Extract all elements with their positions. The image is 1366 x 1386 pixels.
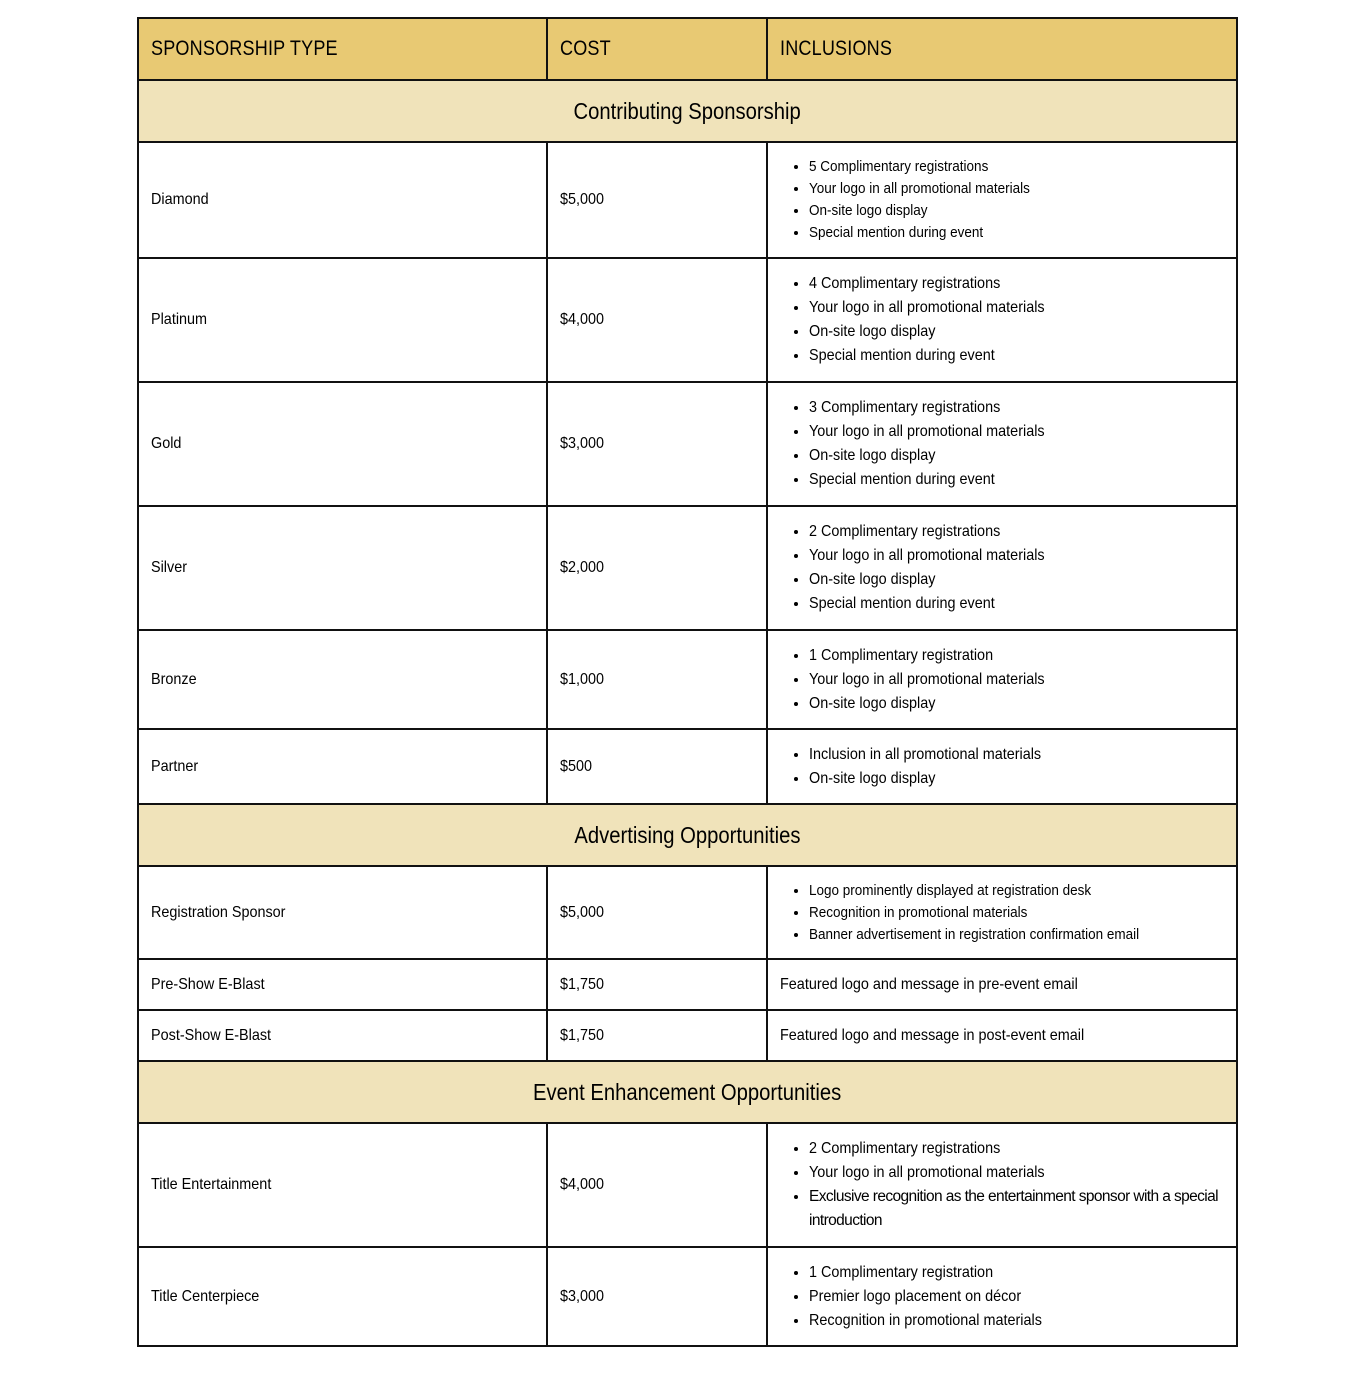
table-row: [138, 258, 1237, 382]
row-name: Pre-Show E-Blast: [138, 959, 547, 1010]
row-name: Title Entertainment: [138, 1123, 547, 1247]
row-inclusions: [767, 866, 1237, 959]
list-item: • 2 Complimentary registrations: [809, 1137, 1224, 1161]
list-item: • Exclusive recognition as the entertainment sponsor with a special introduction: [809, 1185, 1224, 1233]
row-cost: $1,750: [547, 959, 767, 1010]
list-item: • On-site logo display: [809, 200, 1224, 222]
row-name: Diamond: [138, 142, 547, 258]
row-cost: $5,000: [547, 866, 767, 959]
row-name: Post-Show E-Blast: [138, 1010, 547, 1061]
list-item: • Special mention during event: [809, 344, 1224, 368]
list-item: • Your logo in all promotional materials: [809, 668, 1224, 692]
list-item: • Your logo in all promotional materials: [809, 544, 1224, 568]
list-item: • Your logo in all promotional materials: [809, 178, 1224, 200]
section-title: Advertising Opportunities: [138, 804, 1237, 866]
list-item: • Your logo in all promotional materials: [809, 1161, 1224, 1185]
row-cost: $4,000: [547, 1123, 767, 1247]
section-title: Event Enhancement Opportunities: [138, 1061, 1237, 1123]
row-name: Partner: [138, 729, 547, 804]
table-row: [138, 1010, 1237, 1061]
header-sponsorship-type: SPONSORSHIP TYPE: [138, 18, 547, 80]
row-inclusions: [767, 506, 1237, 630]
list-item: • Your logo in all promotional materials: [809, 296, 1224, 320]
list-item: • 4 Complimentary registrations: [809, 272, 1224, 296]
list-item: • On-site logo display: [809, 320, 1224, 344]
section-row-contributing: [138, 80, 1237, 142]
list-item: • On-site logo display: [809, 767, 1224, 791]
row-name: Registration Sponsor: [138, 866, 547, 959]
row-cost: $1,000: [547, 630, 767, 729]
table-row: [138, 630, 1237, 729]
row-cost: $1,750: [547, 1010, 767, 1061]
list-item: • On-site logo display: [809, 568, 1224, 592]
list-item: • Banner advertisement in registration confirmation email: [809, 924, 1224, 946]
section-title: Contributing Sponsorship: [138, 80, 1237, 142]
table-row: [138, 959, 1237, 1010]
row-name: Bronze: [138, 630, 547, 729]
list-item: • Special mention during event: [809, 468, 1224, 492]
sponsorship-table: [137, 17, 1238, 1347]
list-item: • 5 Complimentary registrations: [809, 156, 1224, 178]
row-inclusions: [767, 630, 1237, 729]
row-cost: $3,000: [547, 382, 767, 506]
row-cost: $2,000: [547, 506, 767, 630]
list-item: • Logo prominently displayed at registration desk: [809, 880, 1224, 902]
list-item: • 3 Complimentary registrations: [809, 396, 1224, 420]
table-row: [138, 866, 1237, 959]
list-item: • Recognition in promotional materials: [809, 902, 1224, 924]
row-cost: $5,000: [547, 142, 767, 258]
list-item: • On-site logo display: [809, 692, 1224, 716]
table-row: [138, 382, 1237, 506]
row-inclusions: Featured logo and message in pre-event email: [767, 959, 1237, 1010]
table-row: [138, 729, 1237, 804]
list-item: • 1 Complimentary registration: [809, 644, 1224, 668]
section-row-event-enhancement: [138, 1061, 1237, 1123]
table-row: [138, 506, 1237, 630]
list-item: • Inclusion in all promotional materials: [809, 743, 1224, 767]
list-item: • 2 Complimentary registrations: [809, 520, 1224, 544]
list-item: • 1 Complimentary registration: [809, 1261, 1224, 1285]
row-cost: $500: [547, 729, 767, 804]
row-inclusions: Featured logo and message in post-event email: [767, 1010, 1237, 1061]
table-row: [138, 1247, 1237, 1346]
row-name: Platinum: [138, 258, 547, 382]
header-row: [138, 18, 1237, 80]
row-inclusions: [767, 1123, 1237, 1247]
list-item: • On-site logo display: [809, 444, 1224, 468]
row-name: Silver: [138, 506, 547, 630]
row-inclusions: [767, 729, 1237, 804]
header-cost: COST: [547, 18, 767, 80]
row-inclusions: [767, 142, 1237, 258]
header-inclusions: INCLUSIONS: [767, 18, 1237, 80]
row-cost: $4,000: [547, 258, 767, 382]
table-row: [138, 142, 1237, 258]
row-name: Gold: [138, 382, 547, 506]
list-item: • Your logo in all promotional materials: [809, 420, 1224, 444]
table-row: [138, 1123, 1237, 1247]
list-item: • Recognition in promotional materials: [809, 1309, 1224, 1333]
row-inclusions: [767, 382, 1237, 506]
row-name: Title Centerpiece: [138, 1247, 547, 1346]
row-inclusions: [767, 258, 1237, 382]
row-inclusions: [767, 1247, 1237, 1346]
section-row-advertising: [138, 804, 1237, 866]
list-item: • Special mention during event: [809, 222, 1224, 244]
list-item: • Premier logo placement on décor: [809, 1285, 1224, 1309]
row-cost: $3,000: [547, 1247, 767, 1346]
list-item: • Special mention during event: [809, 592, 1224, 616]
